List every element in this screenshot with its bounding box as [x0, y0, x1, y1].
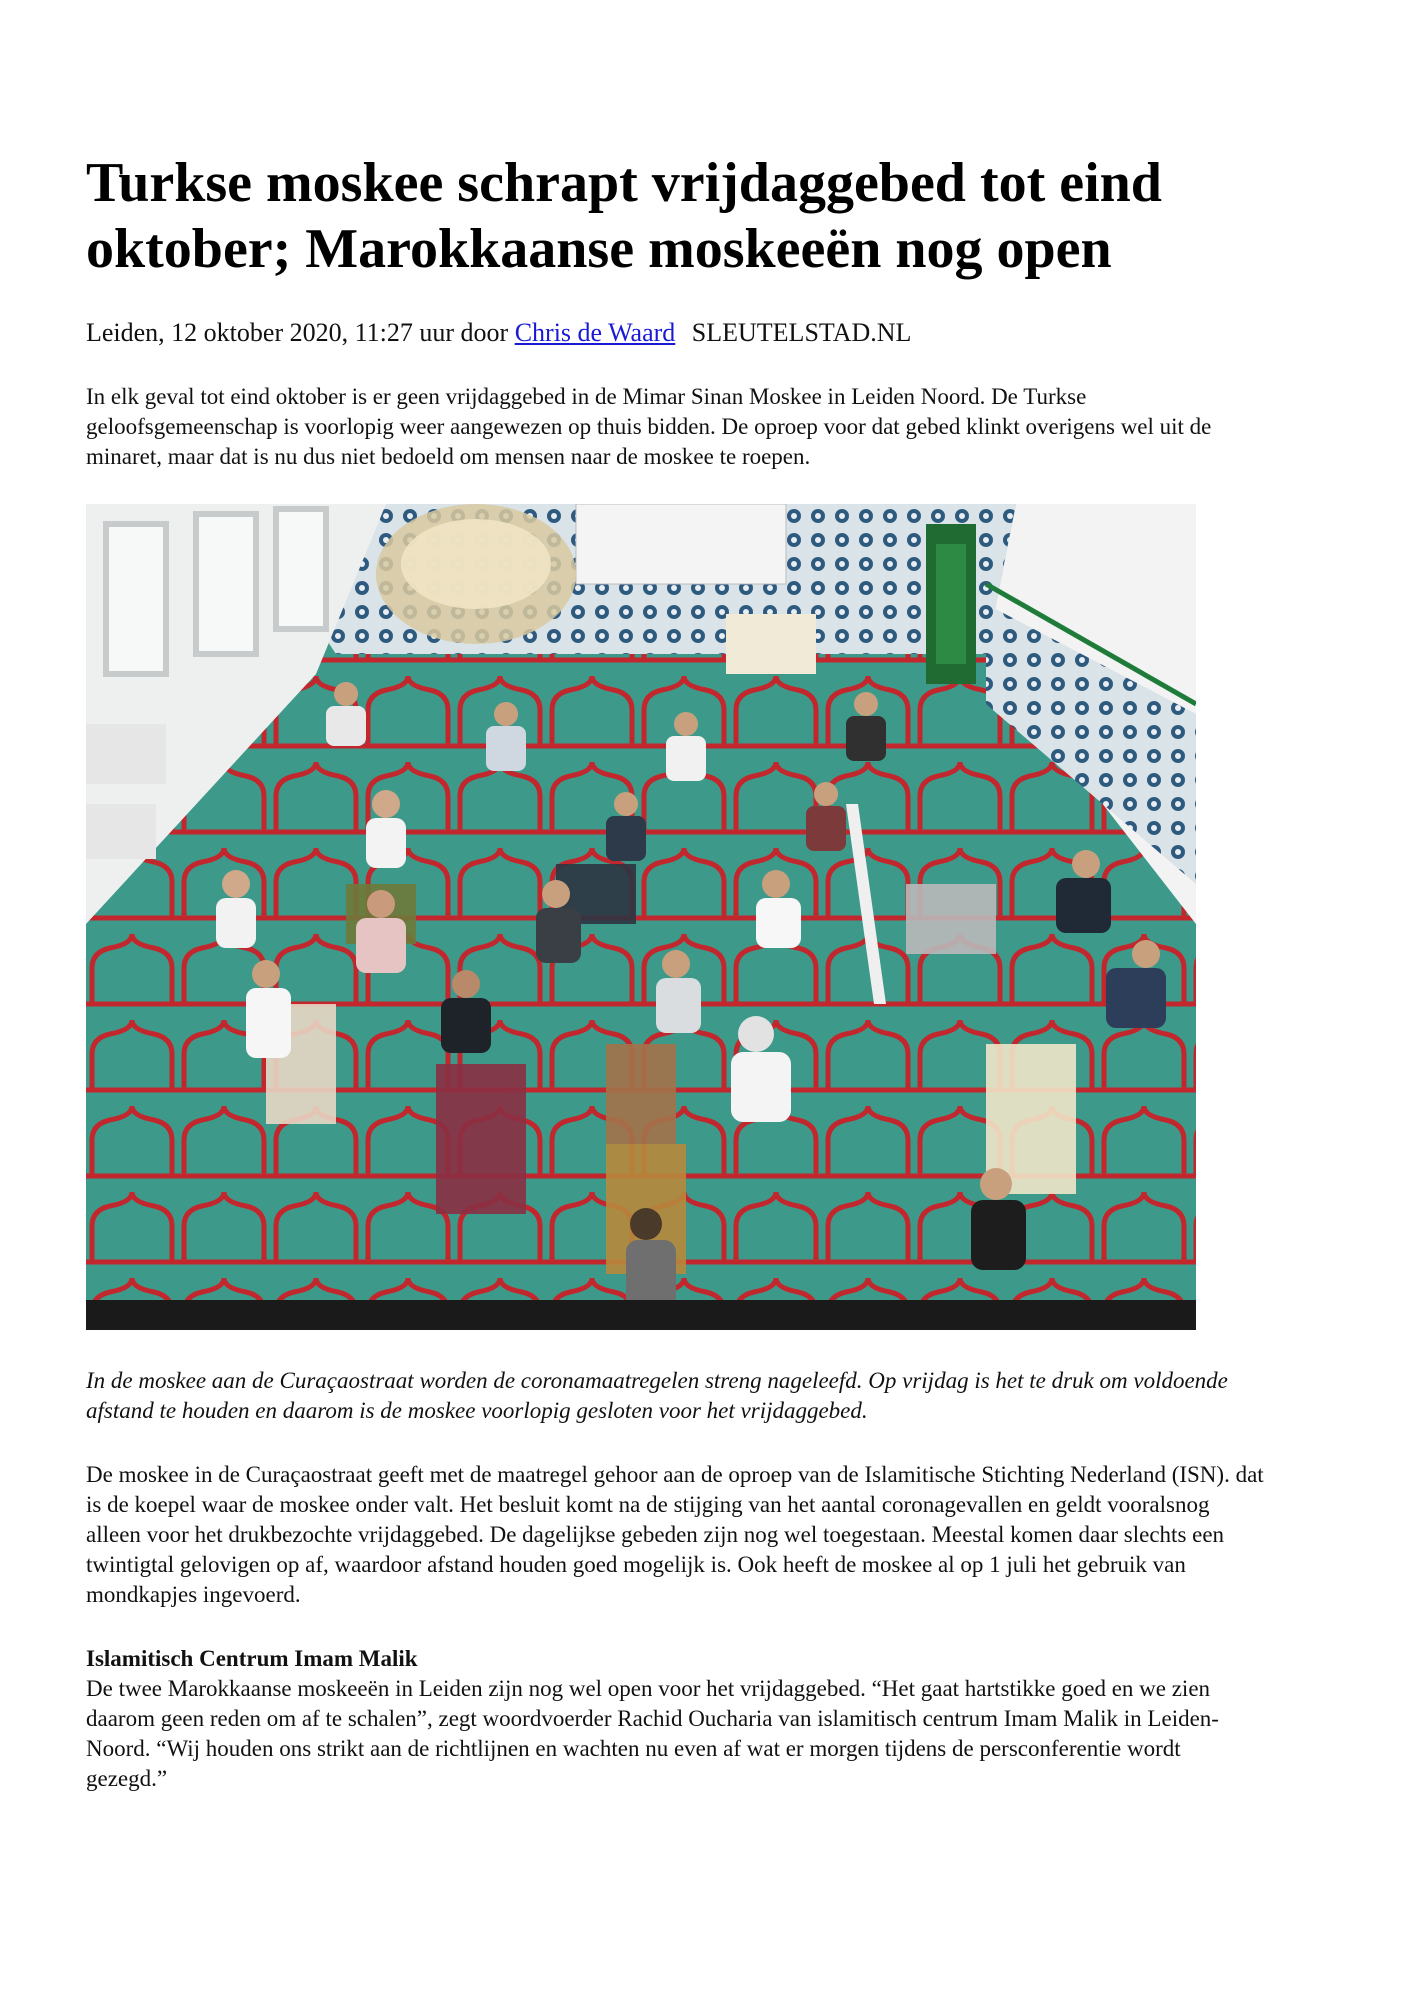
body-paragraph: De moskee in de Curaçaostraat geeft met de maatregel gehoor aan de oproep van de Islamitische Stichting Nederland (ISN). dat is de koepel waar de moskee onder valt. Het besluit komt na de stijging van het aantal coronagevallen en geldt vooralsnog alleen voor het drukbezochte vrijdaggebed. De dagelijkse gebeden zijn nog wel toegestaan. Meestal komen daar slechts een twintigtal gelovigen op af, waardoor afstand houden goed mogelijk is. Ook heeft de moskee al op 1 juli het gebruik van mondkapjes ingevoerd.: [86, 1462, 1264, 1607]
photo-caption: In de moskee aan de Curaçaostraat worden de coronamaatregelen streng nageleefd. Op vrijdag is het te druk om voldoende afstand te houden en daarom is de moskee voorlopig gesloten voor het vrijdaggebed.: [86, 1368, 1228, 1423]
article-headline: Turkse moskee schrapt vrijdaggebed tot eind oktober; Marokkaanse moskeeën nog open: [86, 152, 1162, 280]
closing-paragraph: De twee Marokkaanse moskeeën in Leiden zijn nog wel open voor het vrijdaggebed. “Het gaat hartstikke goed en we zien daarom geen reden om af te schalen”, zegt woordvoerder Rachid Oucharia van islamitisch centrum Imam Malik in Leiden-Noord. “Wij houden ons strikt aan de richtlijnen en wachten nu even af wat er morgen tijdens de persconferentie wordt gezegd.”: [86, 1676, 1219, 1791]
section-subheading: Islamitisch Centrum Imam Malik: [86, 1646, 418, 1671]
intro-paragraph: In elk geval tot eind oktober is er geen vrijdaggebed in de Mimar Sinan Moskee in Leiden Noord. De Turkse geloofsgemeenschap is voorlopig weer aangewezen op thuis bidden. De oproep voor dat gebed klinkt overigens wel uit de minaret, maar dat is nu dus niet bedoeld om mensen naar de moskee te roepen.: [86, 384, 1212, 469]
byline-date: Leiden, 12 oktober 2020, 11:27 uur door: [86, 318, 509, 347]
author-link[interactable]: Chris de Waard: [514, 318, 676, 347]
source-label: SLEUTELSTAD.NL: [691, 318, 912, 347]
byline: [86, 316, 911, 350]
mosque-photo: [86, 504, 1196, 1330]
